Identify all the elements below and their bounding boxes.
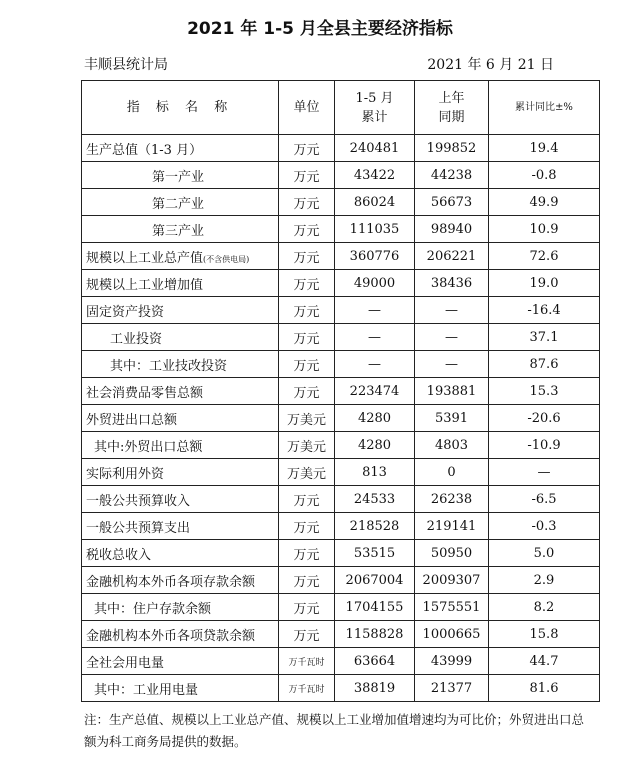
indicator-name-text: 金融机构本外币各项存款余额: [86, 574, 256, 590]
table-row: [82, 648, 600, 675]
unit-cell: 万美元: [279, 405, 335, 432]
ytd-value: 1158828: [335, 621, 415, 648]
page-title: 2021 年 1-5 月全县主要经济指标: [187, 19, 453, 39]
yoy-change-value: -0.8: [489, 162, 600, 189]
unit-cell: 万美元: [279, 432, 335, 459]
yoy-change-value: 15.3: [489, 378, 600, 405]
prev-year-value: —: [415, 297, 489, 324]
table-row: [82, 540, 600, 567]
unit-cell: 万元: [279, 324, 335, 351]
ytd-value: 111035: [335, 216, 415, 243]
economic-indicators-table: [81, 80, 600, 702]
unit-cell: 万元: [279, 162, 335, 189]
prev-year-value: 56673: [415, 189, 489, 216]
indicator-name-text: 第二产业: [152, 196, 205, 212]
ytd-value: 86024: [335, 189, 415, 216]
prev-year-value: 26238: [415, 486, 489, 513]
ytd-value: 63664: [335, 648, 415, 675]
table-row: [82, 513, 600, 540]
indicator-name: [82, 162, 279, 189]
indicator-name-text: 规模以上工业增加值: [86, 277, 204, 293]
table-row: [82, 432, 600, 459]
unit-cell: 万元: [279, 567, 335, 594]
prev-year-value: 98940: [415, 216, 489, 243]
yoy-change-value: 5.0: [489, 540, 600, 567]
ytd-value: 4280: [335, 405, 415, 432]
yoy-change-value: -16.4: [489, 297, 600, 324]
ytd-value: 2067004: [335, 567, 415, 594]
indicator-name-text: 第一产业: [152, 169, 205, 185]
yoy-change-value: 37.1: [489, 324, 600, 351]
table-row: [82, 243, 600, 270]
ytd-value: —: [335, 324, 415, 351]
header-indicator-name: 指 标 名 称: [82, 81, 279, 135]
indicator-name-text: 规模以上工业总产值: [86, 250, 204, 266]
yoy-change-value: -6.5: [489, 486, 600, 513]
prev-year-value: 193881: [415, 378, 489, 405]
indicator-name: [82, 648, 279, 675]
table-row: [82, 351, 600, 378]
prev-year-value: 21377: [415, 675, 489, 702]
yoy-change-value: -0.3: [489, 513, 600, 540]
indicator-name-text: 税收总收入: [86, 547, 152, 563]
indicator-name: [82, 432, 279, 459]
prev-year-value: 1000665: [415, 621, 489, 648]
ytd-value: 223474: [335, 378, 415, 405]
indicator-name: [82, 594, 279, 621]
yoy-change-value: 81.6: [489, 675, 600, 702]
ytd-value: 813: [335, 459, 415, 486]
header-ytd: [335, 81, 415, 135]
table-row: [82, 459, 600, 486]
unit-cell: 万元: [279, 513, 335, 540]
yoy-change-value: 44.7: [489, 648, 600, 675]
indicator-name: [82, 513, 279, 540]
yoy-change-value: 87.6: [489, 351, 600, 378]
prev-year-value: 44238: [415, 162, 489, 189]
yoy-change-value: 72.6: [489, 243, 600, 270]
indicator-name-text: 其中：工业用电量: [94, 682, 199, 698]
indicator-name: [82, 324, 279, 351]
ytd-value: —: [335, 351, 415, 378]
unit-cell: 万元: [279, 486, 335, 513]
table-row: [82, 405, 600, 432]
header-ytd-text: 1-5 月 累计: [355, 90, 394, 125]
prev-year-value: 1575551: [415, 594, 489, 621]
header-prev-text: 上年 同期: [438, 90, 465, 125]
ytd-value: 4280: [335, 432, 415, 459]
indicator-name: [82, 486, 279, 513]
yoy-change-value: 2.9: [489, 567, 600, 594]
indicator-name-text: 外贸进出口总额: [86, 412, 178, 428]
prev-year-value: 5391: [415, 405, 489, 432]
report-subheader: [84, 54, 554, 74]
footnote: 注：生产总值、规模以上工业总产值、规模以上工业增加值增速均为可比价；外贸进出口总额为科工商务局提供的数据。: [84, 712, 585, 749]
indicator-name: [82, 405, 279, 432]
yoy-change-value: -20.6: [489, 405, 600, 432]
indicator-name: [82, 135, 279, 162]
ytd-value: —: [335, 297, 415, 324]
ytd-value: 43422: [335, 162, 415, 189]
indicator-name-text: 生产总值（1-3 月）: [86, 142, 203, 158]
yoy-change-value: 19.4: [489, 135, 600, 162]
yoy-change-value: 49.9: [489, 189, 600, 216]
indicator-name: [82, 378, 279, 405]
indicator-name: [82, 351, 279, 378]
table-row: [82, 675, 600, 702]
table-row: [82, 216, 600, 243]
indicator-name-text: 其中:外贸出口总额: [94, 439, 203, 455]
unit-cell: 万元: [279, 189, 335, 216]
table-row: [82, 378, 600, 405]
yoy-change-value: 15.8: [489, 621, 600, 648]
indicator-name: [82, 189, 279, 216]
indicator-name-text: 一般公共预算收入: [86, 493, 191, 509]
table-row: [82, 189, 600, 216]
indicator-name: [82, 621, 279, 648]
prev-year-value: 2009307: [415, 567, 489, 594]
table-row: [82, 621, 600, 648]
indicator-name-text: 全社会用电量: [86, 655, 165, 671]
indicator-name-text: 第三产业: [152, 223, 205, 239]
prev-year-value: 38436: [415, 270, 489, 297]
yoy-change-value: 8.2: [489, 594, 600, 621]
indicator-name: [82, 459, 279, 486]
unit-cell: 万千瓦时: [279, 648, 335, 675]
unit-cell: 万美元: [279, 459, 335, 486]
prev-year-value: 43999: [415, 648, 489, 675]
indicator-name-text: 其中：工业技改投资: [110, 358, 228, 374]
issuing-organization: 丰顺县统计局: [84, 57, 168, 73]
prev-year-value: 50950: [415, 540, 489, 567]
header-unit: 单位: [279, 81, 335, 135]
report-date: 2021 年 6 月 21 日: [427, 57, 554, 73]
indicator-name-text: 社会消费品零售总额: [86, 385, 204, 401]
unit-cell: 万元: [279, 243, 335, 270]
prev-year-value: 206221: [415, 243, 489, 270]
unit-cell: 万元: [279, 135, 335, 162]
yoy-change-value: 19.0: [489, 270, 600, 297]
indicator-name: [82, 243, 279, 270]
unit-cell: 万元: [279, 216, 335, 243]
indicator-name: [82, 675, 279, 702]
header-yoy: 累计同比±%: [489, 81, 600, 135]
ytd-value: 38819: [335, 675, 415, 702]
indicator-name-text: 其中：住户存款余额: [94, 601, 212, 617]
table-row: [82, 567, 600, 594]
table-row: [82, 270, 600, 297]
yoy-change-value: -10.9: [489, 432, 600, 459]
table-row: [82, 594, 600, 621]
unit-cell: 万元: [279, 297, 335, 324]
table-row: [82, 297, 600, 324]
table-header-row: [82, 81, 600, 135]
unit-cell: 万元: [279, 270, 335, 297]
ytd-value: 53515: [335, 540, 415, 567]
indicator-note: (不含供电局): [203, 254, 250, 264]
table-body: [82, 135, 600, 702]
yoy-change-value: —: [489, 459, 600, 486]
ytd-value: 24533: [335, 486, 415, 513]
indicator-name: [82, 270, 279, 297]
indicator-name: [82, 297, 279, 324]
prev-year-value: 4803: [415, 432, 489, 459]
indicator-name-text: 一般公共预算支出: [86, 520, 191, 536]
prev-year-value: 219141: [415, 513, 489, 540]
header-prev: [415, 81, 489, 135]
unit-cell: 万元: [279, 621, 335, 648]
indicator-name-text: 固定资产投资: [86, 304, 165, 320]
indicator-name-text: 实际利用外资: [86, 466, 165, 482]
table-row: [82, 135, 600, 162]
table-row: [82, 486, 600, 513]
ytd-value: 1704155: [335, 594, 415, 621]
unit-cell: 万元: [279, 540, 335, 567]
ytd-value: 360776: [335, 243, 415, 270]
indicator-name-text: 工业投资: [110, 331, 163, 347]
yoy-change-value: 10.9: [489, 216, 600, 243]
prev-year-value: 0: [415, 459, 489, 486]
indicator-name-text: 金融机构本外币各项贷款余额: [86, 628, 256, 644]
indicator-name: [82, 540, 279, 567]
prev-year-value: —: [415, 324, 489, 351]
ytd-value: 218528: [335, 513, 415, 540]
prev-year-value: 199852: [415, 135, 489, 162]
indicator-name: [82, 567, 279, 594]
table-row: [82, 324, 600, 351]
unit-cell: 万元: [279, 378, 335, 405]
table-row: [82, 162, 600, 189]
unit-cell: 万元: [279, 351, 335, 378]
indicator-name: [82, 216, 279, 243]
unit-cell: 万千瓦时: [279, 675, 335, 702]
unit-cell: 万元: [279, 594, 335, 621]
ytd-value: 240481: [335, 135, 415, 162]
prev-year-value: —: [415, 351, 489, 378]
ytd-value: 49000: [335, 270, 415, 297]
